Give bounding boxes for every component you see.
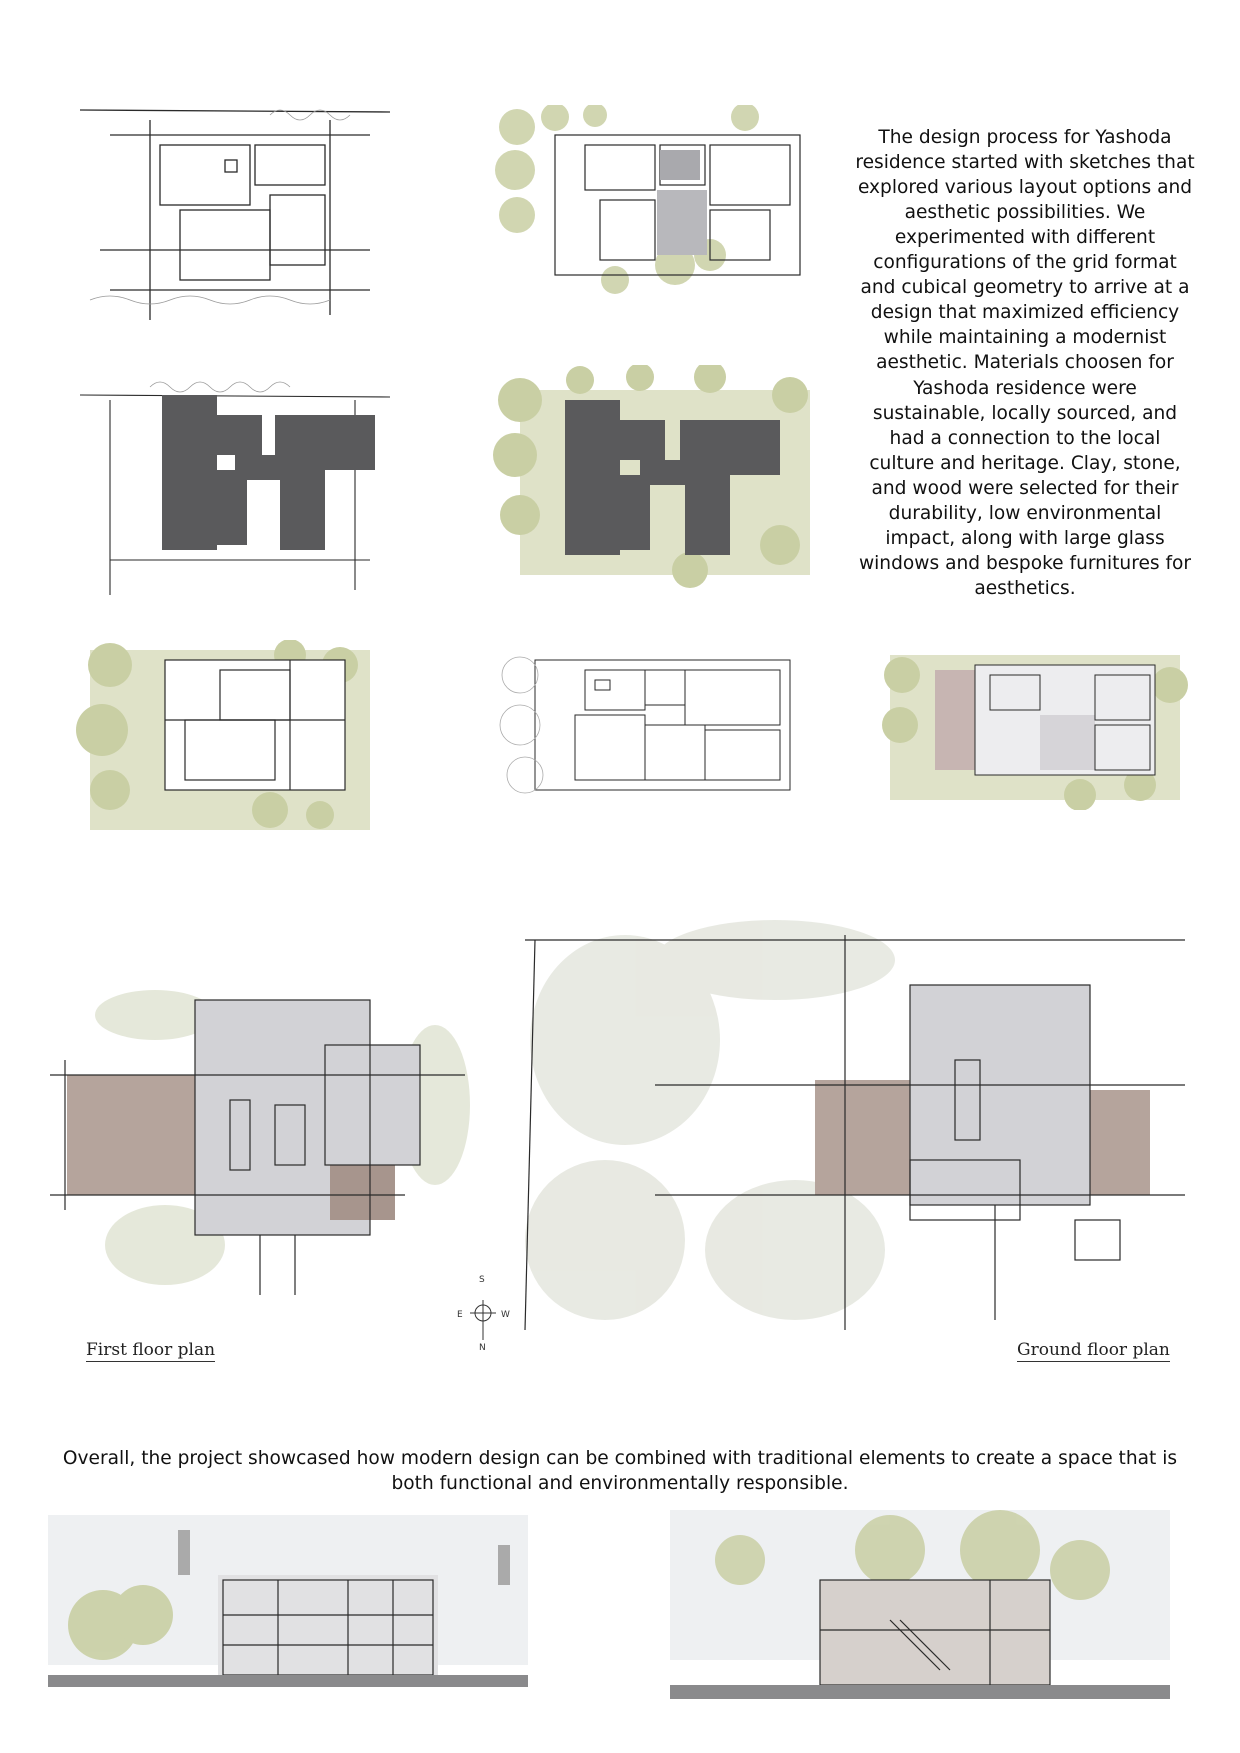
section-drawing-left xyxy=(48,1515,528,1715)
compass-icon xyxy=(455,1270,515,1355)
compass-w: W xyxy=(501,1310,510,1320)
sketch-plan-landscape-1 xyxy=(495,105,815,305)
compass-s: S xyxy=(479,1275,485,1285)
ground-floor-plan-drawing xyxy=(515,920,1195,1340)
summary-paragraph: Overall, the project showcased how modern design can be combined with traditional elements to create a space that is both functional and environmentally responsible. xyxy=(62,1447,1178,1494)
sketch-plan-massing-landscape xyxy=(490,365,820,605)
sketch-plan-detailed-outline xyxy=(495,645,800,805)
intro-paragraph: The design process for Yashoda residence started with sketches that explored various layout options and aesthetic possibilities. We experimented with different configurations of the grid format and cubical geometry to arrive at a design that maximized efficiency while maintaining a modernist aesthetic. Materials choosen for Yashoda residence were sustainable, locally sourced, and had a connection to the local culture and heritage. Clay, stone, and wood were selected for their durability, low environmental impact, along with large glass windows and bespoke furnitures for aesthetics. xyxy=(855,126,1195,600)
sketch-plan-outline-1 xyxy=(70,100,400,330)
sketch-plan-colored xyxy=(880,645,1190,810)
section-drawing-right xyxy=(660,1510,1180,1725)
compass-n: N xyxy=(479,1343,486,1353)
first-floor-caption: First floor plan xyxy=(86,1340,216,1360)
first-floor-plan-drawing xyxy=(45,985,475,1310)
compass-e: E xyxy=(457,1310,463,1320)
sketch-plan-massing-1 xyxy=(70,375,400,610)
sketch-plan-landscape-2 xyxy=(70,640,400,880)
ground-floor-caption: Ground floor plan xyxy=(1017,1340,1170,1360)
